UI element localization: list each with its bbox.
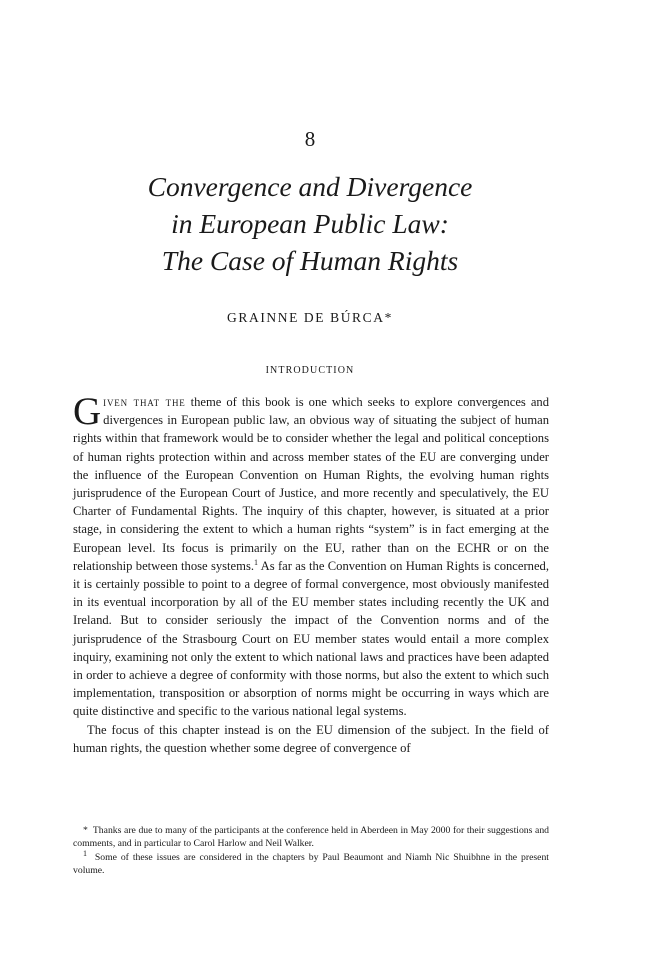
author-name: GRAINNE DE BÚRCA	[227, 310, 385, 325]
author-line	[0, 310, 620, 326]
footnote-reference-1: 1	[254, 557, 258, 567]
chapter-number: 8	[304, 127, 316, 151]
chapter-title-line-3: The Case of Human Rights	[161, 245, 459, 276]
footnote-1-marker: 1	[83, 848, 87, 858]
author-footnote-marker: *	[384, 310, 393, 325]
lead-in-smallcaps: iven that the	[103, 395, 186, 409]
footnote-star	[73, 824, 549, 851]
body-text	[73, 390, 549, 757]
footnote-star-text: Thanks are due to many of the participants at the conference held in Aberdeen in May 2000 for their suggestions and comments, and in particular to Carol Harlow and Neil Walker.	[73, 825, 550, 850]
paragraph-1-text-b: As far as the Convention on Human Rights is concerned, it is certainly possible to point to a degree of formal convergence, most obviously manifested in its eventual incorporation by all of the EU member states including recently the UK and Ireland. But to consider seriously the impact of the Convention norms and of the jurisprudence of the Strasbourg Court on EU member states would entail a more complex inquiry, examining not only the extent to which national laws and practices have been adapted in order to achieve a degree of conformity with those norms, but also the extent to which such implementation, transposition or absorption of norms might be occurring in ways which are quite distinctive and specific to the various national legal systems.	[73, 558, 549, 719]
paragraph-2: The focus of this chapter instead is on the EU dimension of the subject. In the field of human rights, the question whether some degree of convergence of	[73, 722, 549, 755]
paragraph-1-text-a: theme of this book is one which seeks to explore convergences and divergences in European public law, an obvious way of situating the subject of human rights within that framework would be to consider whether the legal and political conceptions of human rights protection within and across member states of the EU are converging under the influence of the European Convention on Human Rights, the evolving human rights jurisprudence of the European Court of Justice, and more recently and speculatively, the EU Charter of Fundamental Rights. The inquiry of this chapter, however, is situated at a prior stage, in considering the extent to which a human rights “system” is in fact emerging at the European level. Its focus is primarily on the EU, rather than on the ECHR or on the relationship between those systems.	[73, 395, 549, 573]
footnote-1	[73, 848, 549, 878]
paragraph-1	[73, 390, 549, 721]
footnote-1-text: Some of these issues are considered in the chapters by Paul Beaumont and Niamh Nic Shuibhne in the present volume.	[73, 851, 549, 877]
chapter-title-line-2: in European Public Law:	[171, 208, 449, 239]
footnotes	[73, 824, 549, 878]
section-heading: INTRODUCTION	[265, 365, 355, 376]
chapter-title	[0, 168, 620, 279]
chapter-title-line-1: Convergence and Divergence	[147, 171, 473, 202]
footnote-star-marker: *	[83, 825, 88, 836]
drop-cap: G	[73, 390, 102, 433]
